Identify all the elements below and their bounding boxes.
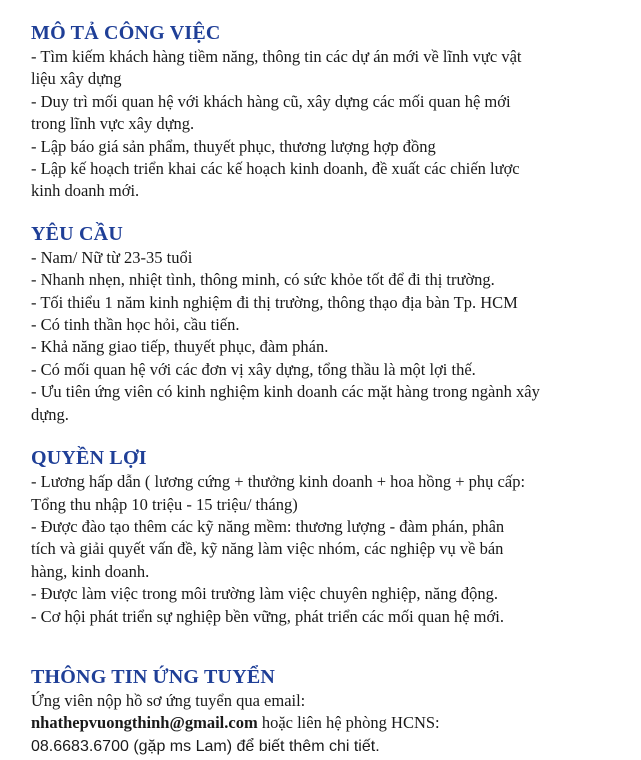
section-title: QUYỀN LỢI: [31, 447, 147, 470]
text-line: - Nam/ Nữ từ 23-35 tuổi: [31, 247, 193, 267]
text-line: - Tìm kiếm khách hàng tiềm năng, thông tin các dự án mới về lĩnh vực vật: [31, 47, 522, 66]
section-title: YÊU CẦU: [31, 222, 123, 245]
section-title: MÔ TẢ CÔNG VIỆC: [31, 22, 221, 44]
text-line: tích và giải quyết vấn đề, kỹ năng làm việc nhóm, các nghiệp vụ về bán: [31, 539, 504, 559]
text-line: - Lương hấp dẫn ( lương cứng + thưởng kinh doanh + hoa hồng + phụ cấp:: [31, 472, 526, 492]
text-line: - Khả năng giao tiếp, thuyết phục, đàm phán.: [31, 337, 329, 357]
section-application-info: [31, 664, 613, 760]
text-line: - Có mối quan hệ với các đơn vị xây dựng, tổng thầu là một lợi thế.: [31, 359, 476, 379]
text-line: - Duy trì mối quan hệ với khách hàng cũ, xây dựng các mối quan hệ mới: [31, 91, 511, 111]
apply-intro: Ứng viên nộp hồ sơ ứng tuyển qua email:: [31, 690, 306, 710]
apply-email-line: [31, 712, 613, 734]
text-line: dựng.: [31, 404, 69, 424]
phone-line: 08.6683.6700 (gặp ms Lam) để biết thêm chi tiết.: [31, 737, 380, 755]
section-benefits: [31, 445, 613, 628]
section-title: THÔNG TIN ỨNG TUYỂN: [31, 665, 276, 688]
text-line: - Lập kế hoạch triển khai các kế hoạch kinh doanh, đề xuất các chiến lược: [31, 159, 520, 179]
after-email-text: hoặc liên hệ phòng HCNS:: [257, 712, 440, 732]
section-requirements: [31, 221, 613, 426]
text-line: - Được làm việc trong môi trường làm việc chuyên nghiệp, năng động.: [31, 584, 498, 604]
text-line: - Cơ hội phát triển sự nghiệp bền vững, phát triển các mối quan hệ mới.: [31, 606, 504, 626]
text-line: - Nhanh nhẹn, nhiệt tình, thông minh, có sức khỏe tốt để đi thị trường.: [31, 270, 495, 290]
section-job-description: [31, 20, 613, 203]
text-line: - Lập báo giá sản phẩm, thuyết phục, thương lượng hợp đồng: [31, 136, 436, 156]
text-line: - Được đào tạo thêm các kỹ năng mềm: thương lượng - đàm phán, phân: [31, 516, 505, 536]
email-address[interactable]: nhathepvuongthinh@gmail.com: [31, 712, 258, 732]
text-line: - Tối thiểu 1 năm kinh nghiệm đi thị trường, thông thạo địa bàn Tp. HCM: [31, 292, 518, 312]
text-line: kinh doanh mới.: [31, 181, 140, 201]
text-line: - Ưu tiên ứng viên có kinh nghiệm kinh doanh các mặt hàng trong ngành xây: [31, 382, 540, 402]
text-line: - Có tinh thần học hỏi, cầu tiến.: [31, 315, 240, 335]
text-line: trong lĩnh vực xây dựng.: [31, 114, 195, 134]
text-line: hàng, kinh doanh.: [31, 561, 150, 581]
text-line: liệu xây dựng: [31, 69, 122, 89]
text-line: Tổng thu nhập 10 triệu - 15 triệu/ tháng): [31, 494, 298, 514]
